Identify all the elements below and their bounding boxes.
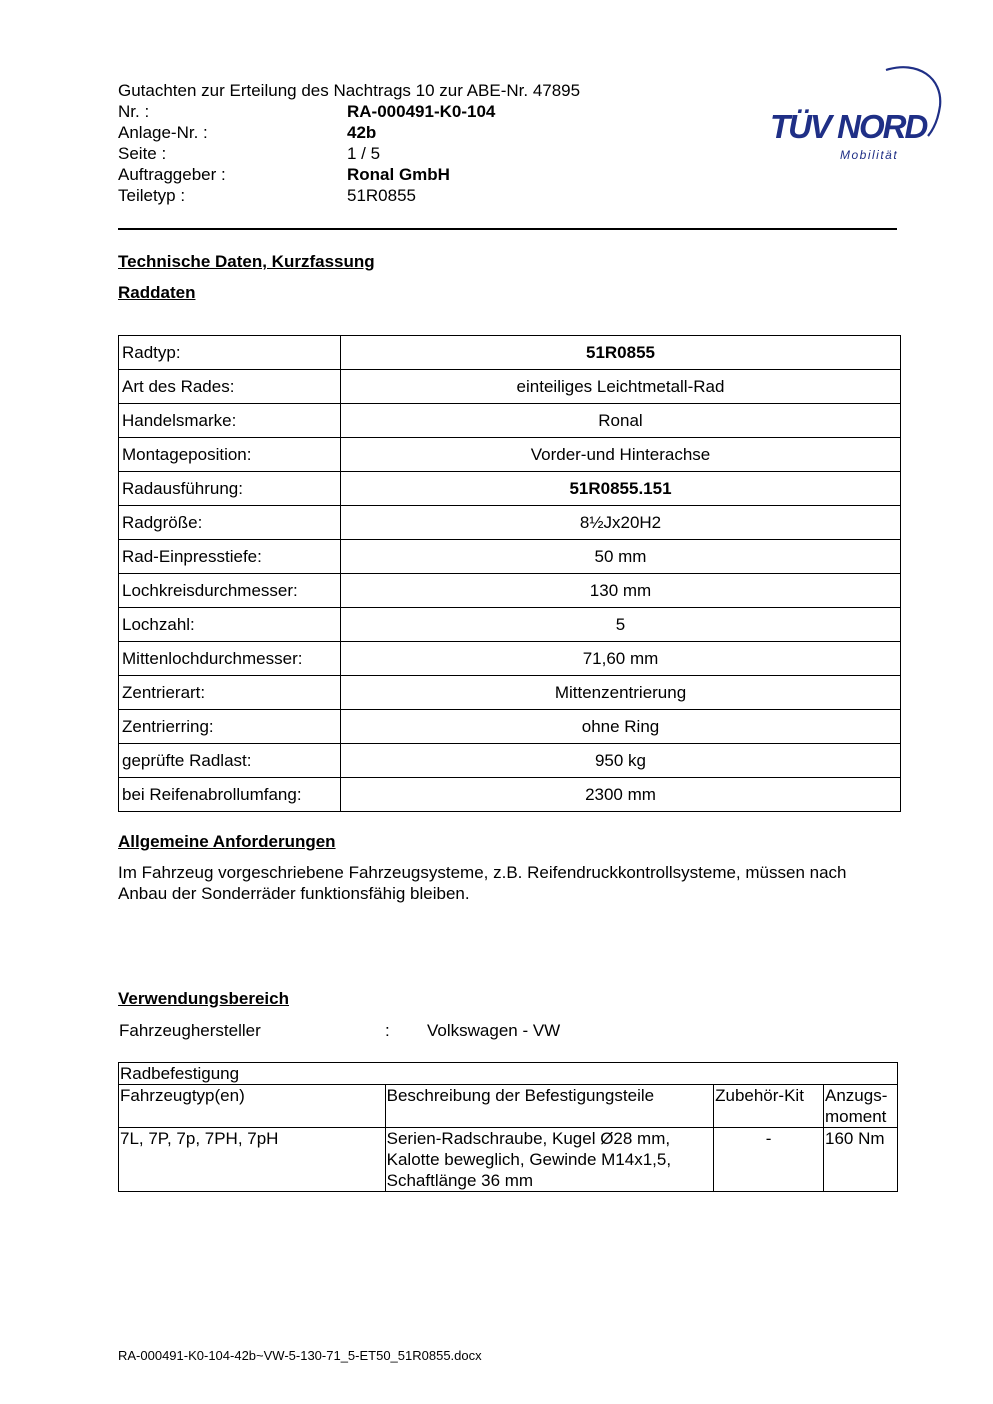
raddaten-key: Art des Rades: (119, 370, 341, 404)
general-requirements-text: Im Fahrzeug vorgeschriebene Fahrzeugsysteme, z.B. Reifendruckkontrollsysteme, müssen nach Anbau der Sonderräder funktionsfähig bleiben. (118, 863, 847, 903)
logo-sub: Mobilität (840, 148, 899, 162)
raddaten-key: Radgröße: (119, 506, 341, 540)
raddaten-key: geprüfte Radlast: (119, 744, 341, 778)
raddaten-key: Zentrierart: (119, 676, 341, 710)
header-divider (118, 228, 897, 230)
raddaten-value: Mittenzentrierung (341, 676, 901, 710)
header-title: Gutachten zur Erteilung des Nachtrags 10 zur ABE-Nr. 47895 (118, 81, 581, 100)
raddaten-key: Radtyp: (119, 336, 341, 370)
general-requirements-title: Allgemeine Anforderungen (118, 832, 336, 851)
raddaten-key: Lochkreisdurchmesser: (119, 574, 341, 608)
header-row (118, 185, 758, 206)
header-row-label: Auftraggeber : (118, 165, 226, 184)
raddaten-key: bei Reifenabrollumfang: (119, 778, 341, 812)
footer-filename: RA-000491-K0-104-42b~VW-5-130-71_5-ET50_51R0855.docx (118, 1348, 482, 1363)
fastening-fastening-description: Serien-Radschraube, Kugel Ø28 mm, Kalotte beweglich, Gewinde M14x1,5, Schaftlänge 36 mm (385, 1128, 713, 1192)
raddaten-value: 950 kg (341, 744, 901, 778)
raddaten-value: 130 mm (341, 574, 901, 608)
raddaten-key: Handelsmarke: (119, 404, 341, 438)
header-row (118, 122, 758, 143)
manufacturer-label: Fahrzeughersteller (119, 1021, 261, 1040)
raddaten-row (119, 506, 901, 540)
header-fields (118, 101, 758, 206)
fastening-vehicle-types: 7L, 7P, 7p, 7PH, 7pH (119, 1128, 386, 1192)
fastening-torque: 160 Nm (824, 1128, 898, 1192)
raddaten-value: Ronal (341, 404, 901, 438)
header-row-value: RA-000491-K0-104 (347, 102, 496, 121)
raddaten-row (119, 574, 901, 608)
fastening-table (118, 1062, 898, 1192)
raddaten-key: Radausführung: (119, 472, 341, 506)
raddaten-row (119, 608, 901, 642)
header-row-label: Anlage-Nr. : (118, 123, 208, 142)
raddaten-key: Montageposition: (119, 438, 341, 472)
raddaten-row (119, 642, 901, 676)
technical-data-title: Technische Daten, Kurzfassung (118, 252, 375, 271)
raddaten-value: einteiliges Leichtmetall-Rad (341, 370, 901, 404)
fastening-header-row (119, 1085, 898, 1128)
fastening-title: Radbefestigung (119, 1063, 898, 1085)
raddaten-row (119, 438, 901, 472)
manufacturer-value: Volkswagen - VW (427, 1021, 561, 1040)
header-row-value: 42b (347, 123, 377, 142)
header-row (118, 101, 758, 122)
raddaten-key: Mittenlochdurchmesser: (119, 642, 341, 676)
raddaten-key: Lochzahl: (119, 608, 341, 642)
raddaten-row (119, 404, 901, 438)
raddaten-value: 5 (341, 608, 901, 642)
header-row-value: 1 / 5 (347, 144, 381, 163)
raddaten-row (119, 676, 901, 710)
header-row-value: Ronal GmbH (347, 165, 450, 184)
fastening-title-row (119, 1063, 898, 1085)
raddaten-title: Raddaten (118, 283, 196, 302)
fastening-header-fastening-description: Beschreibung der Befestigungsteile (385, 1085, 713, 1128)
raddaten-value: 50 mm (341, 540, 901, 574)
fastening-header-vehicle-types: Fahrzeugtyp(en) (119, 1085, 386, 1128)
raddaten-row (119, 778, 901, 812)
raddaten-row (119, 336, 901, 370)
header-row-label: Nr. : (118, 102, 150, 121)
fastening-header-torque: Anzugs-moment (824, 1085, 898, 1128)
raddaten-row (119, 370, 901, 404)
header-row-label: Seite : (118, 144, 167, 163)
raddaten-value: 51R0855.151 (341, 472, 901, 506)
raddaten-key: Rad-Einpresstiefe: (119, 540, 341, 574)
raddaten-value: 8½Jx20H2 (341, 506, 901, 540)
raddaten-key: Zentrierring: (119, 710, 341, 744)
raddaten-value: 71,60 mm (341, 642, 901, 676)
raddaten-value: 51R0855 (341, 336, 901, 370)
raddaten-row (119, 472, 901, 506)
fastening-accessory-kit: - (714, 1128, 824, 1192)
header-row (118, 164, 758, 185)
header-row (118, 143, 758, 164)
document-header (118, 80, 758, 206)
raddaten-row (119, 540, 901, 574)
header-row-label: Teiletyp : (118, 186, 186, 205)
fastening-row (119, 1128, 898, 1192)
raddaten-row (119, 744, 901, 778)
manufacturer-line (118, 1020, 898, 1042)
raddaten-value: Vorder-und Hinterachse (341, 438, 901, 472)
raddaten-table (118, 335, 901, 812)
fastening-header-accessory-kit: Zubehör-Kit (714, 1085, 824, 1128)
tuv-nord-logo (768, 58, 948, 168)
manufacturer-separator: : (385, 1021, 390, 1040)
logo-brand: TÜV NORD (770, 108, 927, 145)
scope-title: Verwendungsbereich (118, 989, 289, 1008)
raddaten-row (119, 710, 901, 744)
header-row-value: 51R0855 (347, 186, 417, 205)
raddaten-value: ohne Ring (341, 710, 901, 744)
raddaten-value: 2300 mm (341, 778, 901, 812)
